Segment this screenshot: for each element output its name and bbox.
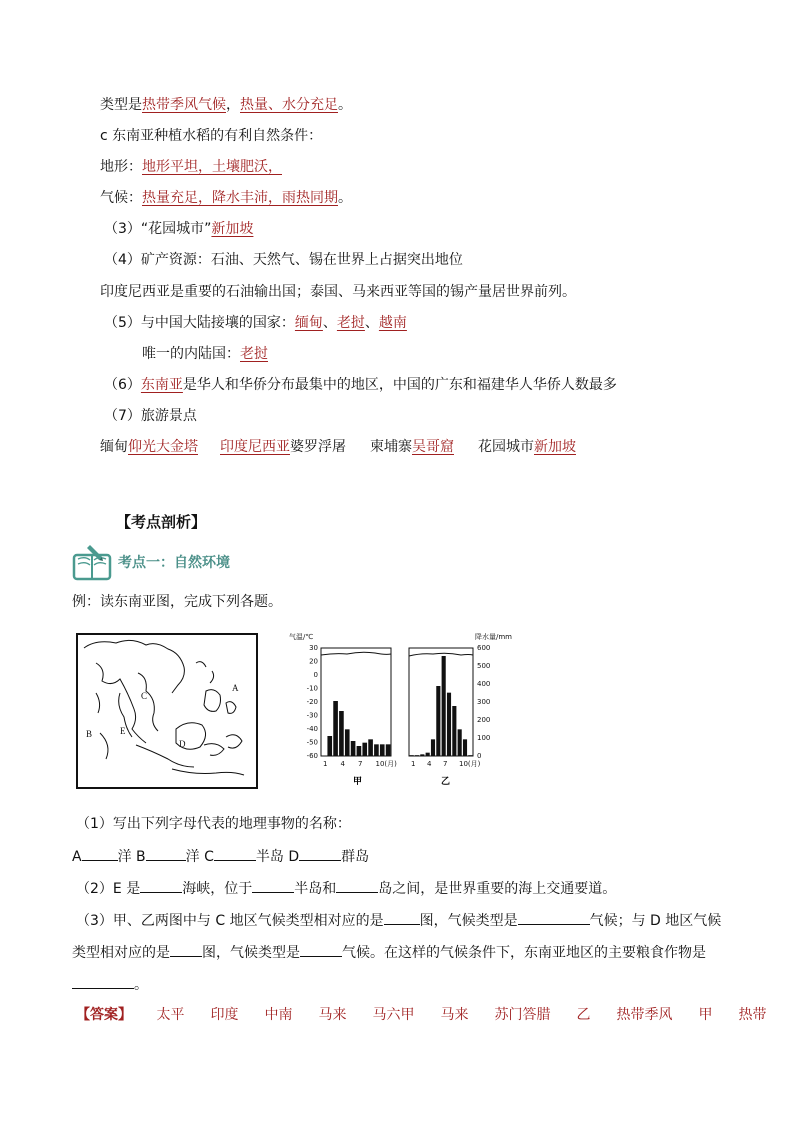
answer-item: 中南 <box>264 1007 293 1023</box>
text: 半岛 D <box>255 849 300 865</box>
text: 岛之间，是世界重要的海上交通要道。 <box>378 881 617 897</box>
map-label-d: D <box>179 739 186 749</box>
left-tick-label: -10 <box>306 684 318 693</box>
left-tick-label: -60 <box>306 752 318 760</box>
precip-bar-乙-8 <box>447 693 451 756</box>
answer-text: 东南亚 <box>140 377 183 393</box>
text: 、 <box>364 315 379 331</box>
text: （3）甲、乙两图中与 C 地区气候类型相对应的是 <box>76 913 384 929</box>
text: 洋 B <box>117 849 146 865</box>
answer-blank[interactable] <box>300 942 342 957</box>
text: 图，气候类型是 <box>419 913 518 929</box>
answer-row <box>76 1005 766 1025</box>
precip-bar-甲-11 <box>380 744 385 756</box>
southeast-asia-map <box>76 633 258 789</box>
left-tick-label: -50 <box>306 738 318 747</box>
answer-text: 越南 <box>378 315 407 331</box>
summary-line-7: 印度尼西亚是重要的石油输出国；泰国、马来西亚等国的锡产量居世界前列。 <box>100 284 576 300</box>
left-tick-label: 30 <box>309 644 318 652</box>
right-tick-label: 500 <box>477 662 491 670</box>
x-tick-label: 1 <box>323 760 328 768</box>
precip-bar-甲-3 <box>333 701 338 756</box>
summary-line-4 <box>100 188 352 208</box>
precip-bar-乙-1 <box>410 755 414 756</box>
precip-bar-乙-9 <box>452 706 456 756</box>
answer-blank[interactable] <box>299 846 341 861</box>
precip-bar-乙-11 <box>463 739 467 756</box>
left-tick-label: -40 <box>306 725 318 733</box>
answer-text: 缅甸 <box>294 315 323 331</box>
text: 。 <box>338 97 352 113</box>
left-tick-label: 0 <box>313 671 318 679</box>
question-3-line-2 <box>72 942 706 963</box>
text: 半岛和 <box>294 881 337 897</box>
answer-text: 热带季风气候 <box>142 97 226 113</box>
example-text: 例：读东南亚图，完成下列各题。 <box>72 594 282 610</box>
precip-bar-甲-2 <box>327 736 332 756</box>
right-tick-label: 100 <box>477 734 491 742</box>
answer-item: 甲 <box>698 1007 713 1023</box>
answer-text: 吴哥窟 <box>412 439 454 455</box>
precip-bar-乙-2 <box>415 755 419 756</box>
summary-line-6: （4）矿产资源：石油、天然气、锡在世界上占据突出地位 <box>104 252 463 268</box>
chart-label-jia: 甲 <box>353 777 363 787</box>
answer-blank[interactable] <box>214 846 256 861</box>
x-tick-label: 7 <box>358 760 363 768</box>
text: 是华人和华侨分布最集中的地区，中国的广东和福建华人华侨人数最多 <box>182 377 617 393</box>
answer-item: 热带 <box>738 1007 767 1023</box>
climate-charts <box>285 628 525 790</box>
point-title: 考点一：自然环境 <box>118 555 230 571</box>
precip-bar-乙-5 <box>431 739 435 756</box>
map-label-c: C <box>141 691 148 701</box>
text: ， <box>226 97 240 113</box>
book-pencil-icon <box>72 543 112 581</box>
x-tick-label: 4 <box>427 760 432 768</box>
left-axis-title: 气温/℃ <box>289 633 314 641</box>
answer-blank[interactable] <box>140 878 182 893</box>
answer-item: 热带季风 <box>616 1007 673 1023</box>
text: 图，气候类型是 <box>202 945 300 961</box>
text: 缅甸 <box>100 439 128 455</box>
precip-bar-甲-5 <box>345 729 350 756</box>
right-tick-label: 0 <box>477 752 482 760</box>
answer-blank[interactable] <box>336 878 378 893</box>
answer-item: 苏门答腊 <box>494 1007 551 1023</box>
text: 洋 C <box>185 849 214 865</box>
right-tick-label: 400 <box>477 680 491 688</box>
text: 。 <box>134 977 148 993</box>
question-3-line-1 <box>76 910 721 931</box>
right-axis-title: 降水量/mm <box>475 633 512 641</box>
answer-blank[interactable] <box>72 974 134 989</box>
left-tick-label: -20 <box>306 698 318 706</box>
answer-blank[interactable] <box>170 942 202 957</box>
question-1: （1）写出下列字母代表的地理事物的名称： <box>76 816 351 832</box>
answer-item: 马来 <box>318 1007 347 1023</box>
precip-bar-乙-12 <box>468 755 472 756</box>
text: A <box>72 849 82 865</box>
text: 地形： <box>100 159 142 175</box>
summary-line-10 <box>104 375 617 395</box>
question-3-line-3 <box>72 974 148 995</box>
right-tick-label: 600 <box>477 644 491 652</box>
x-tick-label: 10(月) <box>375 760 397 768</box>
answer-label: 【答案】 <box>76 1007 132 1023</box>
precip-bar-乙-7 <box>442 656 446 756</box>
map-label-e: E <box>120 726 126 736</box>
answer-text: 热量、水分充足 <box>240 97 338 113</box>
summary-line-5 <box>104 219 253 239</box>
answer-text: 印度尼西亚 <box>220 439 290 455</box>
answer-text: 老挝 <box>336 315 365 331</box>
precip-bar-甲-6 <box>351 741 356 756</box>
summary-line-8 <box>104 313 407 333</box>
precip-bar-乙-4 <box>426 753 430 756</box>
answer-item: 太平 <box>156 1007 185 1023</box>
precip-bar-甲-7 <box>357 746 362 756</box>
map-label-b: B <box>86 729 93 739</box>
precip-bar-乙-6 <box>436 686 440 756</box>
x-tick-label: 10(月) <box>459 760 481 768</box>
question-1-blanks <box>72 846 369 867</box>
text: （5）与中国大陆接壤的国家： <box>104 315 295 331</box>
question-2 <box>76 878 616 899</box>
text: 柬埔寨 <box>370 439 412 455</box>
text: 气候；与 D 地区气候 <box>589 913 722 929</box>
text: 气候。在这样的气候条件下，东南亚地区的主要粮食作物是 <box>342 945 706 961</box>
x-tick-label: 7 <box>443 760 448 768</box>
x-tick-label: 4 <box>340 760 345 768</box>
precip-bar-甲-8 <box>362 743 367 756</box>
text: （3）“花园城市” <box>104 221 212 237</box>
precip-bar-甲-4 <box>339 711 344 756</box>
summary-line-9 <box>142 344 268 364</box>
x-tick-label: 1 <box>411 760 416 768</box>
chart-label-yi: 乙 <box>441 777 451 787</box>
answer-text: 新加坡 <box>211 221 254 237</box>
text: 花园城市 <box>478 439 534 455</box>
answer-blank[interactable] <box>146 846 186 861</box>
precip-bar-乙-10 <box>458 729 462 756</box>
text: 唯一的内陆国： <box>142 346 240 362</box>
answer-text: 新加坡 <box>534 439 576 455</box>
answer-item: 乙 <box>576 1007 591 1023</box>
precip-bar-乙-3 <box>420 754 424 756</box>
left-tick-label: 20 <box>309 657 318 666</box>
text: 海峡，位于 <box>182 881 253 897</box>
precip-bar-甲-12 <box>386 744 391 756</box>
answer-blank[interactable] <box>518 910 590 925</box>
answer-text: 仰光大金塔 <box>128 439 198 455</box>
summary-line-1 <box>100 95 352 115</box>
answer-item: 印度 <box>210 1007 239 1023</box>
left-tick-label: -30 <box>306 711 318 720</box>
text: 群岛 <box>341 849 370 865</box>
text: 类型是 <box>100 97 142 113</box>
answer-text: 地形平坦，土壤肥沃， <box>142 159 282 175</box>
section-title: 【考点剖析】 <box>116 513 207 531</box>
right-tick-label: 300 <box>477 698 491 706</box>
text: 、 <box>322 315 337 331</box>
right-tick-label: 200 <box>477 716 491 724</box>
text: 婆罗浮屠 <box>290 439 346 455</box>
text: （2）E 是 <box>76 881 141 897</box>
precip-bar-甲-10 <box>374 744 379 756</box>
summary-line-11: （7）旅游景点 <box>104 408 197 424</box>
summary-line-3 <box>100 157 282 177</box>
text: 类型相对应的是 <box>72 945 170 961</box>
answer-item: 马来 <box>440 1007 469 1023</box>
answer-item: 马六甲 <box>372 1007 415 1023</box>
map-label-a: A <box>232 683 239 693</box>
answer-blank[interactable] <box>82 846 118 861</box>
summary-line-12 <box>100 437 576 457</box>
summary-line-2: c 东南亚种植水稻的有利自然条件： <box>100 128 323 144</box>
answer-blank[interactable] <box>384 910 420 925</box>
text: 气候： <box>100 190 142 206</box>
answer-text: 热量充足，降水丰沛，雨热同期 <box>142 190 338 206</box>
text: （6） <box>104 377 141 393</box>
answer-text: 老挝 <box>240 346 268 362</box>
text: 。 <box>338 190 352 206</box>
precip-bar-甲-9 <box>368 739 373 756</box>
answer-blank[interactable] <box>252 878 294 893</box>
